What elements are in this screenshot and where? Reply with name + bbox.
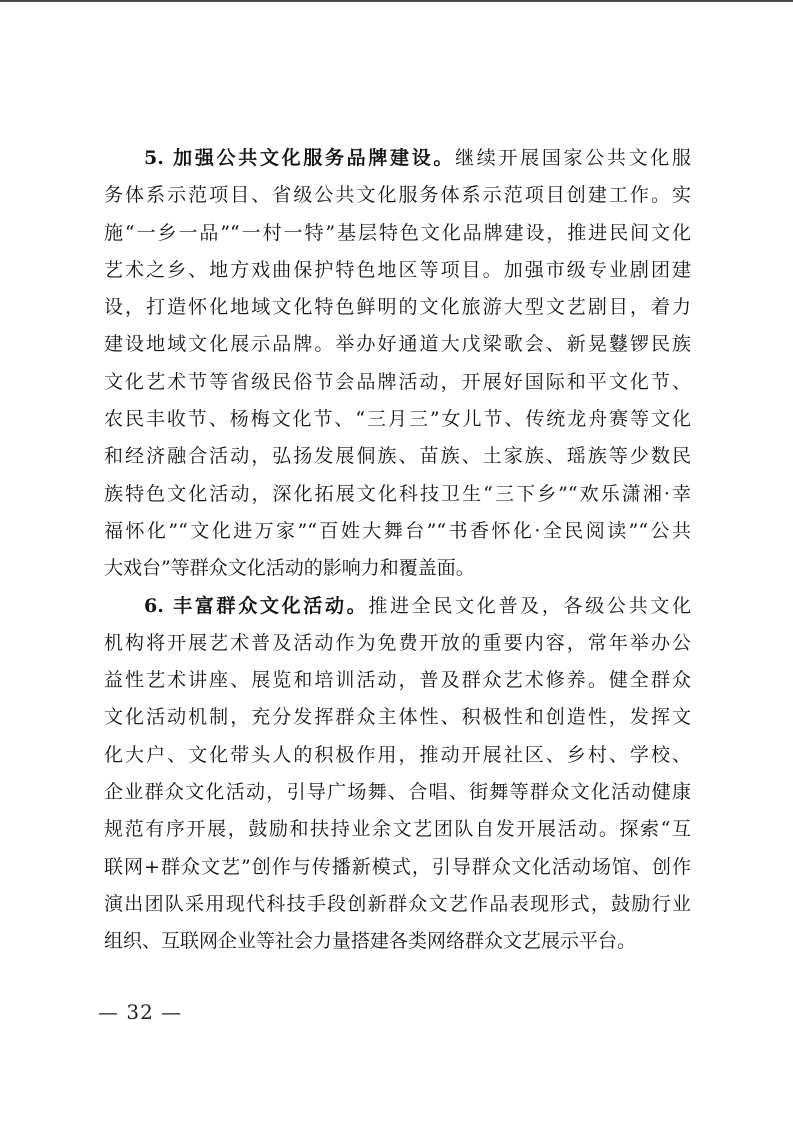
text-line: 艺术之乡、地方戏曲保护特色地区等项目。加强市级专业剧团建 — [104, 258, 691, 281]
text-line: 企业群众文化活动，引导广场舞、合唱、街舞等群众文化活动健康 — [104, 781, 691, 804]
text-line: 建设地域文化展示品牌。举办好通道大戊梁歌会、新晃鼟锣民族 — [104, 333, 691, 356]
text-line: 务体系示范项目、省级公共文化服务体系示范项目创建工作。实 — [104, 184, 691, 207]
text-line: 和经济融合活动，弘扬发展侗族、苗族、土家族、瑶族等少数民 — [104, 445, 691, 468]
text-line: 农民丰收节、杨梅文化节、“三月三”女儿节、传统龙舟赛等文化 — [104, 408, 691, 431]
paragraph-5-lead-text: 继续开展国家公共文化服 — [455, 147, 691, 169]
page-number: — 32 — — [98, 1000, 183, 1024]
text-line: 机构将开展艺术普及活动作为免费开放的重要内容，常年举办公 — [104, 631, 691, 654]
paragraph-5-first-line — [104, 140, 691, 177]
text-line: 益性艺术讲座、展览和培训活动，普及群众艺术修养。健全群众 — [104, 669, 691, 692]
scan-edge-line — [0, 0, 793, 2]
paragraph-6-first-line — [104, 588, 691, 625]
paragraph-6-lead-text: 推进全民文化普及，各级公共文化 — [368, 594, 691, 617]
paragraph-6-heading: 6. 丰富群众文化活动。 — [144, 594, 369, 617]
text-line: 大戏台”等群众文化活动的影响力和覆盖面。 — [104, 557, 475, 580]
text-line: 规范有序开展，鼓励和扶持业余文艺团队自发开展活动。探索“互 — [104, 818, 691, 841]
text-line: 文化艺术节等省级民俗节会品牌活动，开展好国际和平文化节、 — [104, 370, 691, 393]
document-body — [104, 140, 691, 961]
text-line: 化大户、文化带头人的积极作用，推动开展社区、乡村、学校、 — [104, 743, 691, 766]
text-line: 福怀化”“文化进万家”“百姓大舞台”“书香怀化·全民阅读”“公共 — [104, 519, 691, 542]
paragraph-5-heading: 5. 加强公共文化服务品牌建设。 — [144, 147, 456, 169]
text-line: 联网+群众文艺”创作与传播新模式，引导群众文化活动场馆、创作 — [104, 855, 691, 878]
text-line: 演出团队采用现代科技手段创新群众文艺作品表现形式，鼓励行业 — [104, 892, 691, 915]
text-line: 族特色文化活动，深化拓展文化科技卫生“三下乡”“欢乐潇湘·幸 — [104, 482, 691, 505]
text-line: 文化活动机制，充分发挥群众主体性、积极性和创造性，发挥文 — [104, 706, 691, 729]
text-line: 设，打造怀化地域文化特色鲜明的文化旅游大型文艺剧目，着力 — [104, 296, 691, 319]
text-line: 施“一乡一品”“一村一特”基层特色文化品牌建设，推进民间文化 — [104, 221, 691, 244]
text-line: 组织、互联网企业等社会力量搭建各类网络群众文艺展示平台。 — [104, 930, 637, 953]
